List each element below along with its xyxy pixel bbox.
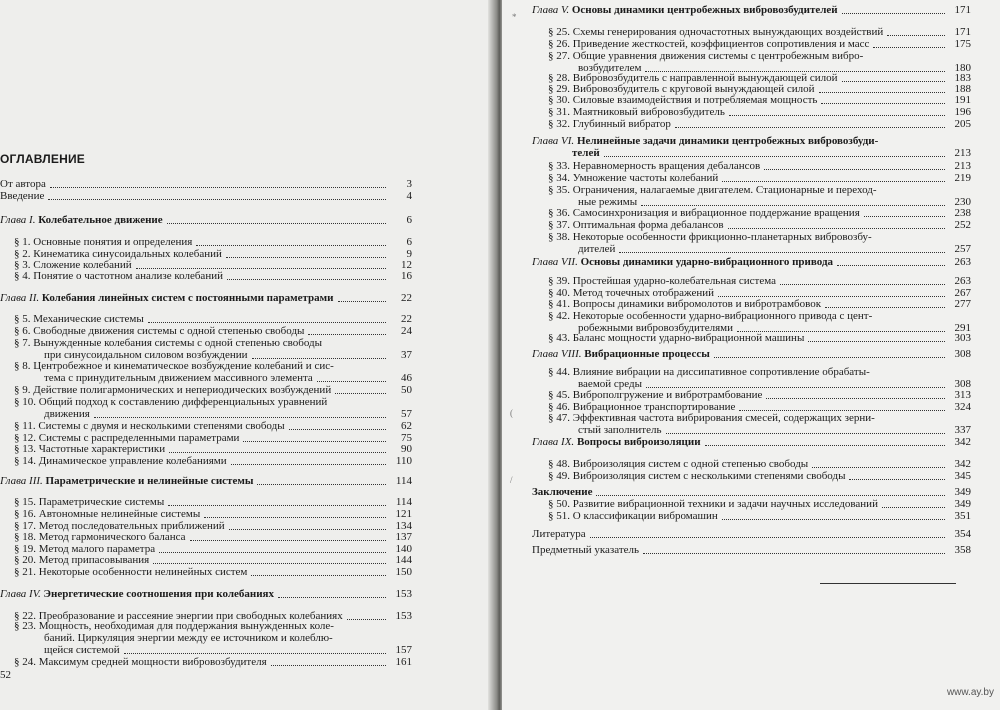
- dot-leader: [714, 345, 945, 358]
- page-ref: 337: [954, 424, 971, 436]
- entry-text: § 15. Параметрические системы: [14, 496, 165, 508]
- page-ref: 50: [401, 384, 412, 396]
- chapter-label: Глава IV.: [0, 588, 41, 600]
- page-ref: 24: [401, 325, 412, 337]
- page-ref: 46: [401, 372, 412, 384]
- page-ref: 358: [954, 544, 971, 556]
- page-ref: 9: [406, 248, 412, 260]
- entry-text-cont: щейся системой: [44, 644, 120, 656]
- dot-leader: [643, 541, 945, 554]
- section-entry: [14, 566, 412, 578]
- entry-text: § 10. Общий подход к составлению дифференциальных уравнений: [14, 396, 328, 408]
- entry-text: § 22. Преобразование и рассеяние энергии при свободных колебаниях: [14, 610, 343, 622]
- dot-leader: [825, 295, 945, 308]
- page-ref: 4: [406, 190, 412, 202]
- chapter-title: Вибрационные процессы: [584, 348, 710, 360]
- page-ref: 263: [954, 275, 971, 287]
- left-page: [0, 0, 496, 710]
- page-ref: 62: [401, 420, 412, 432]
- section-entry: [14, 270, 412, 282]
- page-ref: 180: [954, 62, 971, 74]
- left-page-number: 52: [0, 669, 11, 681]
- page-ref: 345: [954, 470, 971, 482]
- page-ref: 324: [954, 401, 971, 413]
- page-ref: 161: [395, 656, 412, 668]
- entry-text: § 12. Системы с распределенными параметрами: [14, 432, 240, 444]
- entry-text: § 3. Сложение колебаний: [14, 259, 132, 271]
- entry-text: § 43. Баланс мощности ударно-вибрационной машины: [548, 332, 805, 344]
- entry-text-cont: ные режимы: [578, 196, 638, 208]
- entry-text-cont: движения: [44, 408, 90, 420]
- toc-entry: [532, 528, 971, 540]
- page-ref: 349: [954, 486, 971, 498]
- page-ref: 3: [406, 178, 412, 190]
- section-entry: [14, 656, 412, 668]
- dot-leader: [338, 289, 386, 302]
- section-entry: [14, 384, 412, 396]
- toc-entry: [0, 190, 412, 202]
- page-ref: 303: [954, 332, 971, 344]
- entry-text: § 21. Некоторые особенности нелинейных систем: [14, 566, 248, 578]
- chapter-title: Параметрические и нелинейные системы: [45, 475, 254, 487]
- entry-text: § 6. Свободные движения системы с одной степенью свободы: [14, 325, 305, 337]
- margin-mark: (: [510, 408, 513, 418]
- entry-text: Введение: [0, 190, 45, 202]
- entry-text: § 33. Неравномерность вращения дебалансов: [548, 160, 761, 172]
- entry-text: § 16. Автономные нелинейные системы: [14, 508, 201, 520]
- chapter-title: Вопросы виброизоляции: [576, 436, 701, 448]
- entry-text: § 44. Влияние вибрации на диссипативное сопротивление обрабаты-: [548, 366, 870, 378]
- chapter-label: Глава I.: [0, 214, 36, 226]
- page-ref: 110: [395, 455, 412, 467]
- entry-text: § 5. Механические системы: [14, 313, 144, 325]
- section-entry: [14, 455, 412, 467]
- entry-text: § 11. Системы с двумя и несколькими степенями свободы: [14, 420, 285, 432]
- page-ref: 291: [954, 322, 971, 334]
- right-page: [502, 0, 1000, 710]
- page-ref: 57: [401, 408, 412, 420]
- page-ref: 183: [954, 72, 971, 84]
- entry-text: § 47. Эффективная частота вибрирования смесей, содержащих зерни-: [548, 412, 875, 424]
- entry-text-cont: при синусоидальном силовом возбуждении: [44, 349, 248, 361]
- section-entry: [548, 298, 971, 310]
- entry-text: § 7. Вынужденные колебания системы с одной степенью свободы: [14, 337, 323, 349]
- page-ref: 121: [395, 508, 412, 520]
- page-ref: 22: [401, 292, 412, 304]
- page-ref: 205: [954, 118, 971, 130]
- chapter-title: Энергетические соотношения при колебаниях: [43, 588, 275, 600]
- entry-text: § 34. Умножение частоты колебаний: [548, 172, 719, 184]
- dot-leader: [604, 144, 945, 157]
- page-ref: 171: [954, 4, 971, 16]
- dot-leader: [335, 381, 386, 394]
- page-ref: 267: [954, 287, 971, 299]
- entry-text: Литература: [532, 528, 586, 540]
- page-ref: 153: [395, 610, 412, 622]
- page-ref: 6: [406, 236, 412, 248]
- margin-mark: *: [512, 12, 517, 22]
- entry-text: § 14. Динамическое управление колебаниями: [14, 455, 227, 467]
- chapter-label: Глава VI.: [532, 135, 575, 147]
- chapter-label: Глава VII.: [532, 256, 578, 268]
- page-ref: 6: [406, 214, 412, 226]
- page-ref: 144: [395, 554, 412, 566]
- page-ref: 12: [401, 259, 412, 271]
- dot-leader: [347, 607, 386, 620]
- section-entry: [548, 118, 971, 130]
- page-ref: 188: [954, 83, 971, 95]
- page-ref: 137: [395, 531, 412, 543]
- entry-text: § 46. Вибрационное транспортирование: [548, 401, 736, 413]
- entry-text: § 28. Вибровозбудитель с направленной вынуждающей силой: [548, 72, 838, 84]
- dot-leader: [675, 115, 945, 128]
- page-ref: 191: [954, 94, 971, 106]
- entry-text: § 42. Некоторые особенности ударно-вибрационного привода с цент-: [548, 310, 873, 322]
- chapter-entry: [532, 4, 971, 16]
- dot-leader: [619, 240, 945, 253]
- entry-text: § 18. Метод гармонического баланса: [14, 531, 186, 543]
- chapter-label: Глава III.: [0, 475, 43, 487]
- entry-text: § 17. Метод последовательных приближений: [14, 520, 225, 532]
- entry-text: § 20. Метод припасовывания: [14, 554, 150, 566]
- chapter-label: Глава II.: [0, 292, 40, 304]
- chapter-title: Основы динамики ударно-вибрационного привода: [580, 256, 834, 268]
- page-ref: 153: [395, 588, 412, 600]
- dot-leader: [722, 507, 945, 520]
- dot-leader: [167, 211, 386, 224]
- entry-text: § 38. Некоторые особенности фрикционно-планетарных вибровозбу-: [548, 231, 872, 243]
- section-entry: [14, 337, 412, 361]
- section-entry: [548, 510, 971, 522]
- page-ref: 263: [954, 256, 971, 268]
- entry-text-cont: ваемой среды: [578, 378, 643, 390]
- entry-text: § 36. Самосинхронизация и вибрационное поддержание вращения: [548, 207, 860, 219]
- page-ref: 75: [401, 432, 412, 444]
- dot-leader: [251, 563, 386, 576]
- page-ref: 90: [401, 443, 412, 455]
- page-ref: 342: [954, 458, 971, 470]
- entry-text: § 31. Маятниковый вибровозбудитель: [548, 106, 725, 118]
- page-ref: 257: [954, 243, 971, 255]
- page-ref: 213: [954, 147, 971, 159]
- entry-text: § 30. Силовые взаимодействия и потребляемая мощность: [548, 94, 818, 106]
- page-ref: 313: [954, 389, 971, 401]
- entry-text: § 9. Действие полигармонических и непериодических возбуждений: [14, 384, 332, 396]
- chapter-title: Нелинейные задачи динамики центробежных вибровозбуди-: [576, 135, 879, 147]
- dot-leader: [227, 267, 386, 280]
- entry-text: § 25. Схемы генерирования одночастотных вынуждающих воздействий: [548, 26, 884, 38]
- chapter-entry: [0, 588, 412, 600]
- page-ref: 175: [954, 38, 971, 50]
- closing-rule: [820, 583, 956, 584]
- page-ref: 157: [395, 644, 412, 656]
- entry-text: § 45. Виброполгружение и вибротрамбование: [548, 389, 763, 401]
- page-ref: 349: [954, 498, 971, 510]
- page-ref: 354: [954, 528, 971, 540]
- dot-leader: [308, 322, 386, 335]
- page-ref: 252: [954, 219, 971, 231]
- page-ref: 277: [954, 298, 971, 310]
- dot-leader: [842, 1, 945, 14]
- dot-leader: [590, 525, 945, 538]
- entry-text: § 49. Виброизоляция систем с несколькими степенями свободы: [548, 470, 846, 482]
- section-entry: [14, 325, 412, 337]
- entry-text: § 37. Оптимальная форма дебалансов: [548, 219, 724, 231]
- section-entry: [548, 332, 971, 344]
- page-ref: 16: [401, 270, 412, 282]
- entry-text: § 39. Простейшая ударно-колебательная система: [548, 275, 777, 287]
- chapter-entry: [0, 214, 412, 226]
- section-entry: [548, 231, 971, 255]
- entry-text: § 1. Основные понятия и определения: [14, 236, 193, 248]
- entry-text: От автора: [0, 178, 46, 190]
- entry-text-cont: робежными вибровозбудителями: [578, 322, 734, 334]
- section-entry: [548, 172, 971, 184]
- chapter-title: Колебательное движение: [38, 214, 163, 226]
- dot-leader: [873, 35, 945, 48]
- chapter-title-cont: телей: [572, 147, 600, 159]
- chapter-label: Глава IX.: [532, 436, 575, 448]
- chapter-title: Основы динамики центробежных вибровозбудителей: [571, 4, 838, 16]
- page-ref: 238: [954, 207, 971, 219]
- entry-text: § 8. Центробежное и кинематическое возбуждение колебаний и сис-: [14, 360, 334, 372]
- page-ref: 230: [954, 196, 971, 208]
- dot-leader: [705, 433, 945, 446]
- page-ref: 114: [395, 475, 412, 487]
- entry-text: § 24. Максимум средней мощности вибровозбудителя: [14, 656, 267, 668]
- dot-leader: [231, 452, 386, 465]
- entry-text: § 35. Ограничения, налагаемые двигателем. Стационарные и переход-: [548, 184, 877, 196]
- entry-text: Предметный указатель: [532, 544, 640, 556]
- page-ref: 219: [954, 172, 971, 184]
- entry-text: § 2. Кинематика синусоидальных колебаний: [14, 248, 222, 260]
- toc-entry: [532, 544, 971, 556]
- chapter-entry: [532, 135, 971, 159]
- dot-leader: [837, 253, 945, 266]
- page-ref: 171: [954, 26, 971, 38]
- entry-text: § 51. О классификации вибромашин: [548, 510, 718, 522]
- page-ref: 37: [401, 349, 412, 361]
- section-entry: [548, 38, 971, 50]
- chapter-entry: [532, 256, 971, 268]
- entry-text: § 4. Понятие о частотном анализе колебаний: [14, 270, 223, 282]
- page-ref: 196: [954, 106, 971, 118]
- entry-text-cont: дителей: [578, 243, 616, 255]
- dot-leader: [278, 585, 386, 598]
- dot-leader: [257, 472, 386, 485]
- page-ref: 342: [954, 436, 971, 448]
- entry-text-cont: стый заполнитель: [578, 424, 662, 436]
- page-ref: 213: [954, 160, 971, 172]
- entry-text: § 27. Общие уравнения движения системы с центробежным вибро-: [548, 50, 864, 62]
- dot-leader: [48, 187, 386, 200]
- entry-text: § 23. Мощность, необходимая для поддержания вынужденных коле-: [14, 620, 334, 632]
- entry-text: § 26. Приведение жесткостей, коэффициентов сопротивления и масс: [548, 38, 870, 50]
- toc-heading: ОГЛАВЛЕНИЕ: [0, 152, 86, 166]
- entry-text: § 29. Вибровозбудитель с круговой вынуждающей силой: [548, 83, 815, 95]
- page-ref: 150: [395, 566, 412, 578]
- entry-text-cont: возбудителем: [578, 62, 642, 74]
- chapter-entry: [532, 348, 971, 360]
- chapter-title: Колебания линейных систем с постоянными параметрами: [41, 292, 334, 304]
- section-entry: [548, 470, 971, 482]
- page-ref: 351: [954, 510, 971, 522]
- entry-text: § 48. Виброизоляция систем с одной степенью свободы: [548, 458, 809, 470]
- page-ref: 308: [954, 348, 971, 360]
- entry-text: § 13. Частотные характеристики: [14, 443, 166, 455]
- chapter-entry: [0, 475, 412, 487]
- dot-leader: [271, 653, 386, 666]
- dot-leader: [728, 216, 945, 229]
- page-ref: 22: [401, 313, 412, 325]
- page-ref: 134: [395, 520, 412, 532]
- chapter-label: Глава V.: [532, 4, 570, 16]
- dot-leader: [849, 467, 945, 480]
- section-entry: [548, 219, 971, 231]
- dot-leader: [739, 398, 945, 411]
- dot-leader: [808, 329, 945, 342]
- dot-leader: [252, 346, 386, 359]
- entry-text: § 40. Метод точечных отображений: [548, 287, 715, 299]
- dot-leader: [722, 169, 945, 182]
- chapter-entry: [532, 436, 971, 448]
- watermark: www.ay.by: [946, 687, 994, 698]
- chapter-label: Глава VIII.: [532, 348, 582, 360]
- page-ref: 114: [395, 496, 412, 508]
- entry-text: § 50. Развитие вибрационной техники и задачи научных исследований: [548, 498, 878, 510]
- entry-text: § 41. Вопросы динамики вибромолотов и вибротрамбовок: [548, 298, 822, 310]
- page-ref: 308: [954, 378, 971, 390]
- entry-text-cont: баний. Циркуляция энергии между ее источником и колеблю-: [44, 632, 333, 644]
- margin-mark: /: [510, 475, 513, 485]
- section-entry: [14, 620, 412, 656]
- page-ref: 140: [395, 543, 412, 555]
- entry-text: § 32. Глубинный вибратор: [548, 118, 671, 130]
- chapter-entry: [0, 292, 412, 304]
- entry-text: § 19. Метод малого параметра: [14, 543, 156, 555]
- chapter-title: Заключение: [532, 486, 593, 498]
- entry-text-cont: тема с принудительным движением массивного элемента: [44, 372, 313, 384]
